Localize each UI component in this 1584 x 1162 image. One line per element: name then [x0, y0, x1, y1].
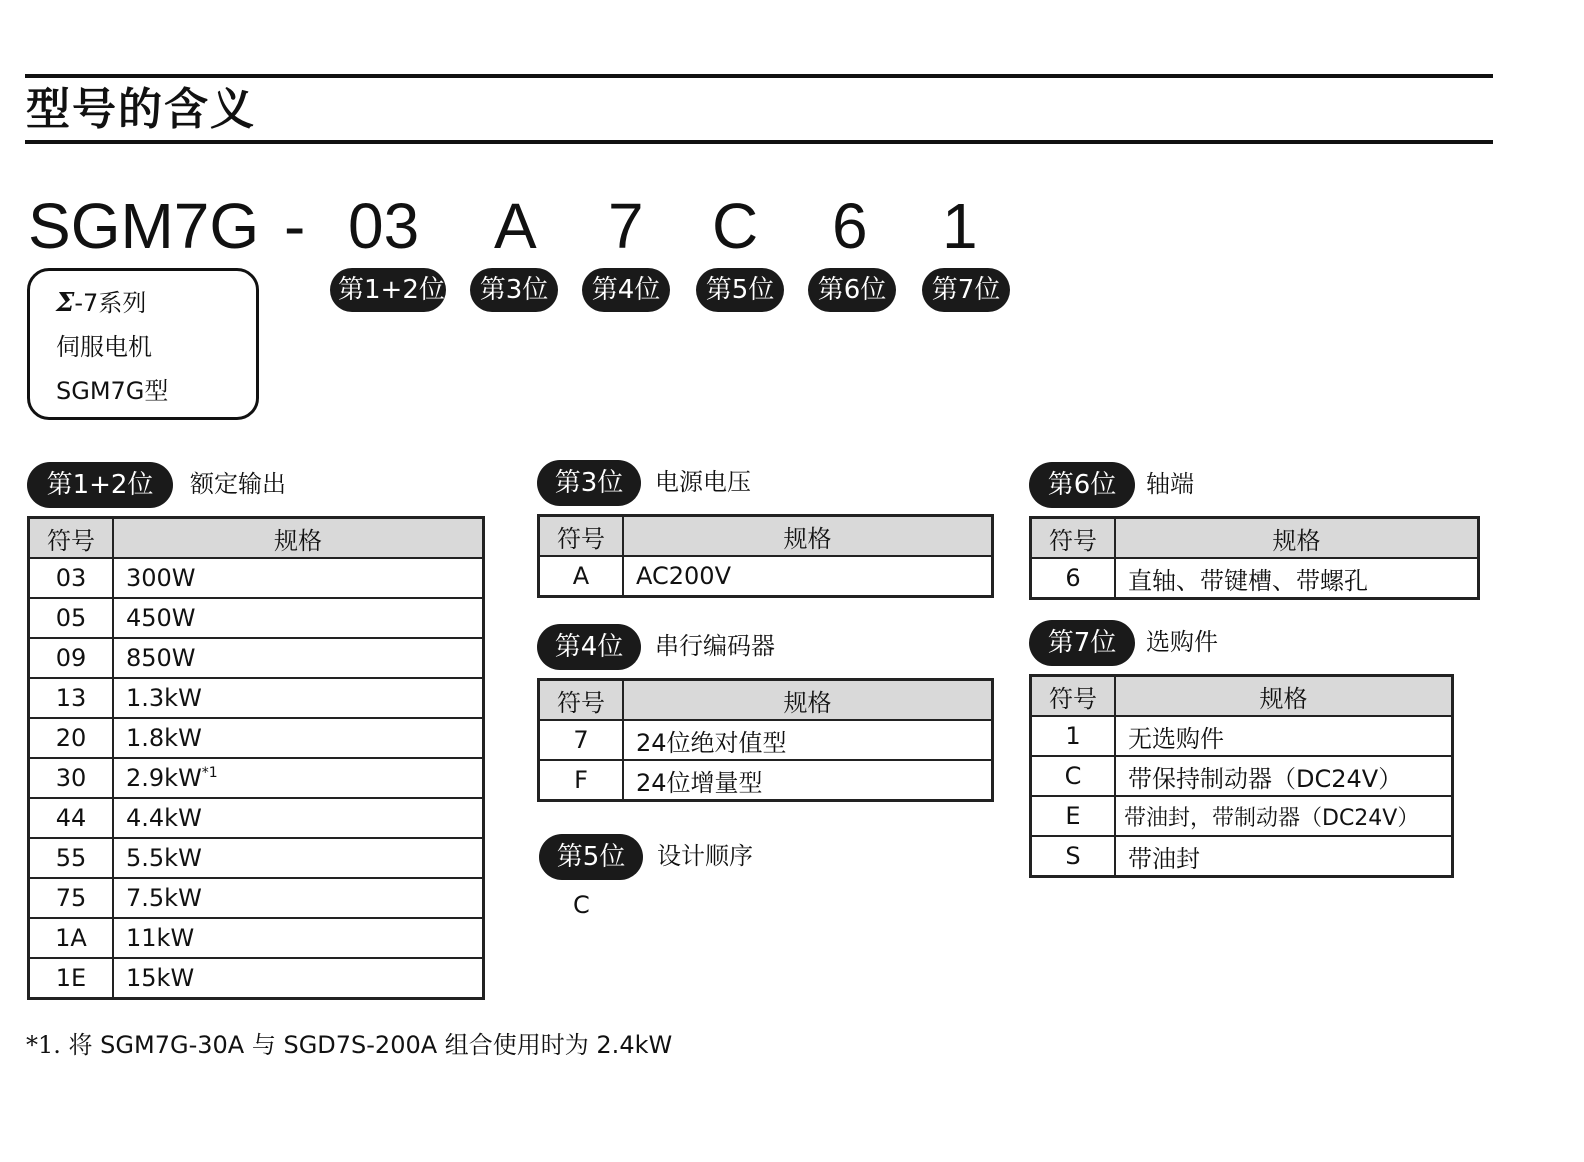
- page-title: 型号的含义: [26, 84, 256, 135]
- section-badge-7: 第7位: [1029, 620, 1135, 666]
- symbol-cell: 1: [1031, 716, 1116, 756]
- table-header-row: [1031, 676, 1453, 717]
- header-spec: 规格: [1115, 676, 1453, 717]
- symbol-cell: A: [539, 556, 624, 597]
- table-row: [29, 958, 484, 999]
- header-spec: 规格: [623, 680, 993, 721]
- symbol-cell: 03: [29, 558, 114, 598]
- series-box: [27, 268, 259, 420]
- table-row: [1031, 756, 1453, 796]
- position-badge-12: 第1+2位: [330, 268, 446, 312]
- spec-cell: 1.8kW: [113, 718, 484, 758]
- spec-cell: 450W: [113, 598, 484, 638]
- header-spec: 规格: [623, 516, 993, 557]
- table-row: [29, 878, 484, 918]
- position-badge-7: 第7位: [922, 268, 1010, 312]
- spec-cell: 300W: [113, 558, 484, 598]
- table-row: [1031, 716, 1453, 756]
- symbol-cell: 1E: [29, 958, 114, 999]
- symbol-cell: 7: [539, 720, 624, 760]
- table-header-row: [29, 518, 484, 559]
- rated-output-table: [27, 516, 485, 1000]
- section-label-5: 设计顺序: [657, 842, 753, 870]
- section-label-6: 轴端: [1146, 470, 1194, 498]
- header-symbol: 符号: [1031, 676, 1116, 717]
- table-row: [29, 718, 484, 758]
- title-underline: [25, 140, 1493, 144]
- symbol-cell: 30: [29, 758, 114, 798]
- header-symbol: 符号: [539, 680, 624, 721]
- section-badge-4: 第4位: [537, 624, 641, 670]
- symbol-cell: 13: [29, 678, 114, 718]
- position-badge-6: 第6位: [808, 268, 896, 312]
- table-row: [29, 598, 484, 638]
- spec-cell: 850W: [113, 638, 484, 678]
- spec-cell: 带油封: [1115, 836, 1453, 877]
- symbol-cell: 09: [29, 638, 114, 678]
- spec-cell: 15kW: [113, 958, 484, 999]
- spec-cell: 24位绝对值型: [623, 720, 993, 760]
- position-badge-3: 第3位: [470, 268, 558, 312]
- table-row: [29, 918, 484, 958]
- model-digit-12: 03: [348, 190, 420, 262]
- encoder-table: [537, 678, 994, 802]
- spec-cell: 7.5kW: [113, 878, 484, 918]
- section-label-4: 串行编码器: [655, 632, 775, 660]
- table-row: [1031, 836, 1453, 877]
- symbol-cell: 6: [1031, 558, 1116, 599]
- top-rule: [25, 74, 1493, 78]
- series-name: -7系列: [74, 289, 147, 317]
- header-spec: 规格: [113, 518, 484, 559]
- table-row: [29, 798, 484, 838]
- header-symbol: 符号: [29, 518, 114, 559]
- spec-cell: [113, 758, 484, 798]
- spec-cell: 无选购件: [1115, 716, 1453, 756]
- model-digit-4: 7: [608, 190, 644, 262]
- table-row: [539, 760, 993, 801]
- table-row: [539, 720, 993, 760]
- model-prefix: SGM7G: [28, 190, 260, 262]
- model-digit-5: C: [712, 190, 759, 262]
- table-row: [29, 558, 484, 598]
- footnote: [26, 1028, 672, 1062]
- spec-cell: 11kW: [113, 918, 484, 958]
- model-dash: -: [284, 190, 306, 262]
- series-line-2: 伺服电机: [56, 333, 152, 361]
- table-row: [29, 758, 484, 798]
- design-revision-value: C: [573, 891, 590, 919]
- symbol-cell: 05: [29, 598, 114, 638]
- section-badge-6: 第6位: [1029, 462, 1135, 508]
- model-digit-7: 1: [942, 190, 978, 262]
- sigma-symbol: Σ: [56, 288, 75, 318]
- symbol-cell: 44: [29, 798, 114, 838]
- spec-cell: 直轴、带键槽、带螺孔: [1115, 558, 1479, 599]
- symbol-cell: E: [1031, 796, 1116, 836]
- symbol-cell: 20: [29, 718, 114, 758]
- spec-cell: 1.3kW: [113, 678, 484, 718]
- position-badge-4: 第4位: [582, 268, 670, 312]
- position-badge-5: 第5位: [696, 268, 784, 312]
- section-label-12: 额定输出: [190, 470, 286, 498]
- section-badge-3: 第3位: [537, 460, 641, 506]
- spec-cell: 带油封，带制动器（DC24V）: [1115, 796, 1453, 836]
- table-row: [1031, 796, 1453, 836]
- symbol-cell: S: [1031, 836, 1116, 877]
- table-row: [1031, 558, 1479, 599]
- symbol-cell: 1A: [29, 918, 114, 958]
- symbol-cell: F: [539, 760, 624, 801]
- header-spec: 规格: [1115, 518, 1479, 559]
- spec-cell: AC200V: [623, 556, 993, 597]
- section-badge-5: 第5位: [539, 834, 643, 880]
- symbol-cell: 55: [29, 838, 114, 878]
- header-symbol: 符号: [539, 516, 624, 557]
- table-header-row: [1031, 518, 1479, 559]
- header-symbol: 符号: [1031, 518, 1116, 559]
- series-line-3: SGM7G型: [56, 377, 169, 405]
- footnote-mark: *1.: [26, 1031, 61, 1059]
- spec-cell: 5.5kW: [113, 838, 484, 878]
- series-line-1: [56, 281, 256, 325]
- table-header-row: [539, 680, 993, 721]
- table-row: [29, 838, 484, 878]
- model-digit-3: A: [494, 190, 537, 262]
- table-row: [29, 678, 484, 718]
- model-digit-6: 6: [832, 190, 868, 262]
- spec-value: 2.9kW: [126, 764, 202, 792]
- supply-voltage-table: [537, 514, 994, 598]
- footnote-text: 将 SGM7G-30A 与 SGD7S-200A 组合使用时为 2.4kW: [68, 1031, 673, 1059]
- table-header-row: [539, 516, 993, 557]
- section-badge-12: 第1+2位: [27, 462, 173, 508]
- spec-cell: 4.4kW: [113, 798, 484, 838]
- shaft-end-table: [1029, 516, 1480, 600]
- table-row: [539, 556, 993, 597]
- options-table: [1029, 674, 1454, 878]
- spec-cell: 带保持制动器（DC24V）: [1115, 756, 1453, 796]
- footnote-ref: *1: [201, 765, 218, 781]
- section-label-7: 选购件: [1146, 628, 1218, 656]
- spec-cell: 24位增量型: [623, 760, 993, 801]
- table-row: [29, 638, 484, 678]
- section-label-3: 电源电压: [655, 468, 751, 496]
- symbol-cell: 75: [29, 878, 114, 918]
- symbol-cell: C: [1031, 756, 1116, 796]
